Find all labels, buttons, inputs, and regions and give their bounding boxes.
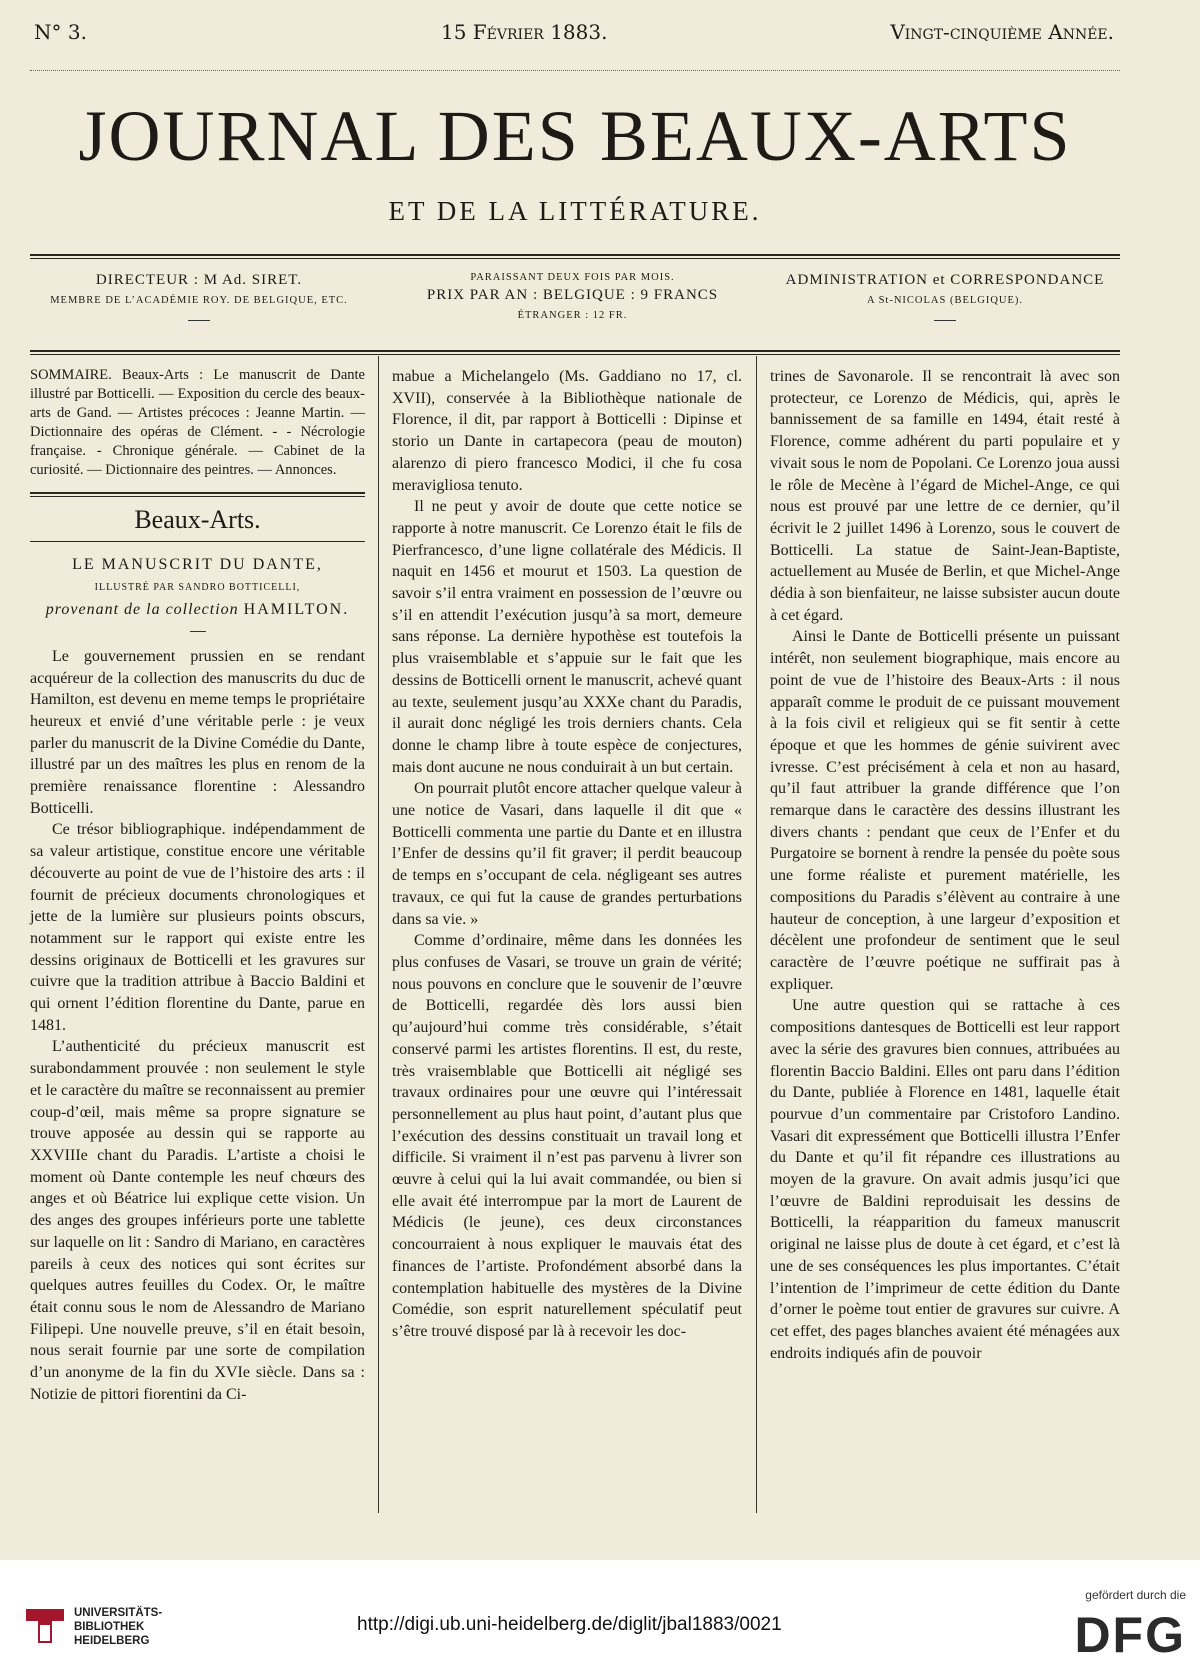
paragraph: Une autre question qui se rattache à ces compositions dantesques de Botticelli est leur rapport avec la série des gravures bien connues, attribuées au florentin Baccio Baldini. Elles ont paru dans l’édition du Dante, publiée à Florence en 1481, laquelle était pourvue d’un commentaire par Cristoforo Landino. Vasari dit expressément que Botticelli illustra l’Enfer du Dante et qu’il fit répandre ces illustrations au moyen de la gravure. On avait admis jusqu’ici que l’œuvre de Baldini reproduisait les dessins de Botticelli, la réapparition du fameux manuscrit original ne laisse plus de doute à cet égard, et c’est là une de ses conséquences les plus importantes. C’était l’intention de l’imprimeur de cette édition du Dante d’orner le poème tout entier de gravures sur cuivre. A cet effet, des pages blanches avaient été ménagées aux endroits indiqués afin de pouvoir <box>770 997 1120 1362</box>
paragraph: Ce trésor bibliographique. indépendamment de sa valeur artistique, constitue encore une véritable découverte au point de vue de l’histoire des arts : il fournit de précieux documents chronologiques et jette de la lumière sur plusieurs points obscurs, notamment sur le rapport qui existe entre les dessins originaux de Botticelli et les gravures sur cuivre que la tradition attribue à Baccio Baldini et qui ornent l’édition florentine du Dante, parue en 1481. <box>30 821 365 1034</box>
column-2 <box>392 366 742 1343</box>
library-name <box>74 1606 162 1648</box>
dfg-logo-icon: DFG <box>1074 1607 1186 1663</box>
funding-label: gefördert durch die <box>1085 1588 1186 1602</box>
permalink-url[interactable]: http://digi.ub.uni-heidelberg.de/diglit/jbal1883/0021 <box>357 1614 782 1635</box>
masthead-subtitle: ET DE LA LITTÉRATURE. <box>388 196 762 226</box>
price-belgium: PRIX PAR AN : BELGIQUE : 9 FRANCS <box>426 287 719 303</box>
columns-rule-top <box>30 350 1120 352</box>
paragraph: mabue a Michelangelo (Ms. Gaddiano no 17, cl. XVII), conservée à la Bibliothèque nationale de Florence, il dit, par rapport à Botticelli : Dipinse et storio un Dante in cartapecora (peau de mouton) alarenzo di piero francesco Modici, il che fu cosa meravigliosa tenuto. <box>392 368 742 494</box>
director-name: DIRECTEUR : M Ad. SIRET. <box>95 272 303 288</box>
section-rule <box>30 541 365 542</box>
article-provenance-name: HAMILTON. <box>243 601 350 619</box>
columns-rule-bottom <box>30 354 1120 355</box>
sommaire-rule-thin <box>30 496 365 497</box>
price-abroad: ÉTRANGER : 12 FR. <box>517 310 628 321</box>
frequency: PARAISSANT DEUX FOIS PAR MOIS. <box>470 272 675 283</box>
administration-info <box>770 272 1120 321</box>
issue-date: 15 Février 1883. <box>441 20 608 44</box>
paragraph: Comme d’ordinaire, même dans les données les plus confuses de Vasari, se trouve un grain de vérité; nous pouvons en conclure que le souvenir de l’œuvre de Botticelli, regardée dès lors aussi bien qu’aujourd’hui comme très considérable, s’était conservé parmi les artistes florentins. Il est, du reste, très vraisemblable que Botticelli ait négligé ses travaux ordinaires pour une œuvre qui l’intéressait personnellement au plus haut point, d’autant plus que l’exécution des dessins constituait un travail long et difficile. Si vraiment il n’est pas parvenu à livrer son œuvre à celui qui la lui avait commandée, ou bien si elle avait été interrompue par la mort de Laurent de Médicis (le jeune), ces deux circonstances concourraient à nous expliquer le mauvais état des finances de l’artiste. Profondément absorbé dans la contemplation habituelle des mystères de la Divine Comédie, son esprit naturellement spéculatif peut s’être trouvé disposé par là à recevoir les doc- <box>392 932 742 1340</box>
paragraph: trines de Savonarole. Il se rencontrait là avec son protecteur, ce Lorenzo de Médicis, qui, après le bannissement de sa famille en 1494, était resté à Florence, comme adhérent du parti populaire et y vivait sous le nom de Popolani. Ce Lorenzo joua aussi le rôle de Mecène à l’égard de Michel-Ange, ce qui nous est prouvé par une lettre de ce dernier, qu’il écrivit le 2 juillet 1496 à Lorenzo, sous le couvert de Botticelli. La statue de Saint-Jean-Baptiste, actuellement au Musée de Berlin, et que Michel-Ange dédia à son bienfaiteur, ne laisse subsister aucun doute à cet égard. <box>770 368 1120 624</box>
director-info <box>34 272 364 321</box>
paragraph: Il ne peut y avoir de doute que cette notice se rapporte à notre manuscrit. Ce Lorenzo était le fils de Pierfrancesco, d’une ligne collatérale des Médicis. Il naquit en 1456 et mourut et 1503. La question de savoir s’il entra vraiment en possession de l’œuvre ou s’il en attendit l’exécution jusqu’à sa mort, demeure sans réponse. La dernière hypothèse est toutefois la plus vraisemblable et s’appuie sur le fait que les dessins de Botticelli ornent le manuscrit, achevé quant au texte, seulement jusqu’au XXXe chant du Paradis, il aurait donc négligé les trois derniers chants. Cela donne le champ libre à toute espèce de conjectures, mais dont aucune ne nous conduirait à un but certain. <box>392 498 742 776</box>
column-divider-2 <box>756 356 757 1513</box>
paragraph: L’authenticité du précieux manuscrit est surabondamment prouvée : non seulement le style et le caractère du maître se reconnaissent au premier coup-d’œil, mais même sa propre signature se trouve apposée au dessin qui se rapporte au XXVIIIe chant du Paradis. L’artiste a choisi le moment où Dante contemple les neuf chœurs des anges et où Béatrice lui explique cette vision. Un des anges des groupes inférieurs porte une tablette sur laquelle on lit : Sandro di Mariano, en caractères pareils à ceux des notices qui sont écrites sur quelques autres feuilles du Codex. Or, le maître était connu sous le nom de Alessandro de Mariano Filipepi. Une nouvelle preuve, s’il en était besoin, nous serait fournie par une sorte de compilation d’un anonyme de la fin du XVIe siècle. Dans sa : Notizie de pittori fiorentini da Ci- <box>30 1038 365 1403</box>
library-name-line: UNIVERSITÄTS- <box>74 1607 163 1619</box>
library-name-line: HEIDELBERG <box>74 1635 150 1647</box>
article-provenance-text: provenant de la collection <box>45 601 239 619</box>
article-dash <box>190 631 206 632</box>
paragraph: Ainsi le Dante de Botticelli présente un puissant intérêt, non seulement biographique, mais encore au point de vue de l’histoire des Beaux-Arts : il nous apparaît comme le produit de ce puissant mouvement à la fois civil et religieux qui se fit sentir à cette époque et que les hommes de génie suivirent avec ivresse. C’est précisément à cela et non au hasard, qu’il faut attribuer la grande différence que l’on remarque dans le caractère des dessins illustrant les divers chants : pendant que ceux de l’Enfer et du Purgatoire se bornent à rendre la pensée du poète sous une forme réaliste et purement matérielle, les compositions du Paradis s’élèvent au contraire à une hauteur de conception, à une largeur d’exposition et décèlent une profondeur de sentiment que le seul caractère de l’œuvre poétique ne suffirait pas à expliquer. <box>770 628 1120 993</box>
digitization-footer <box>0 1560 1200 1678</box>
column-3 <box>770 366 1120 1364</box>
article-title: LE MANUSCRIT DU DANTE, <box>72 555 323 573</box>
administration-dash <box>934 320 956 321</box>
director-title: MEMBRE DE L’ACADÉMIE ROY. DE BELGIQUE, ETC. <box>50 295 348 306</box>
administration-title: ADMINISTRATION et CORRESPONDANCE <box>785 272 1105 288</box>
price-info <box>395 272 750 321</box>
masthead-rule-top <box>30 254 1120 256</box>
library-name-line: BIBLIOTHEK <box>74 1621 145 1633</box>
masthead-title: JOURNAL DES BEAUX-ARTS <box>78 96 1072 176</box>
sommaire-rule <box>30 492 365 494</box>
issue-year: Vingt-cinquième Année. <box>890 20 1114 44</box>
column-divider-1 <box>378 356 379 1513</box>
article-byline: ILLUSTRÉ PAR SANDRO BOTTICELLI, <box>94 582 301 594</box>
paragraph: Le gouvernement prussien en se rendant acquéreur de la collection des manuscrits du duc de Hamilton, est devenu en meme temps le propriétaire heureux et envié d’une véritable perle : je veux parler du manuscrit de la Divine Comédie du Dante, illustré par un des maîtres les plus en renom de la première renaissance florentine : Alessandro Botticelli. <box>30 647 365 817</box>
masthead-rule-bottom <box>30 258 1120 259</box>
administration-address: A St-NICOLAS (BELGIQUE). <box>866 295 1024 306</box>
sommaire: SOMMAIRE. Beaux-Arts : Le manuscrit de Dante illustré par Botticelli. — Exposition du cercle des beaux-arts de Gand. — Artistes précoces : Jeanne Martin. — Dictionnaire des opéras de Clément. - - Nécrologie française. - Chronique générale. — Cabinet de la curiosité. — Dictionnaire des peintres. — Annonces. <box>30 367 365 478</box>
column-1 <box>30 366 365 1405</box>
director-dash <box>188 320 210 321</box>
issue-number: N° 3. <box>34 20 87 44</box>
university-library-logo-icon <box>22 1603 68 1649</box>
header-divider <box>30 70 1120 71</box>
section-heading: Beaux-Arts. <box>134 505 261 534</box>
article-provenance <box>30 599 365 621</box>
paragraph: On pourrait plutôt encore attacher quelque valeur à une notice de Vasari, dans laquelle il dit que « Botticelli commenta une partie du Dante et en illustra l’Enfer de dessins qu’il fit graver; il perdit beaucoup de temps en s’occupant de cela. négligeant ses autres travaux, ce qui fut la cause de grandes perturbations dans sa vie. » <box>392 780 742 928</box>
